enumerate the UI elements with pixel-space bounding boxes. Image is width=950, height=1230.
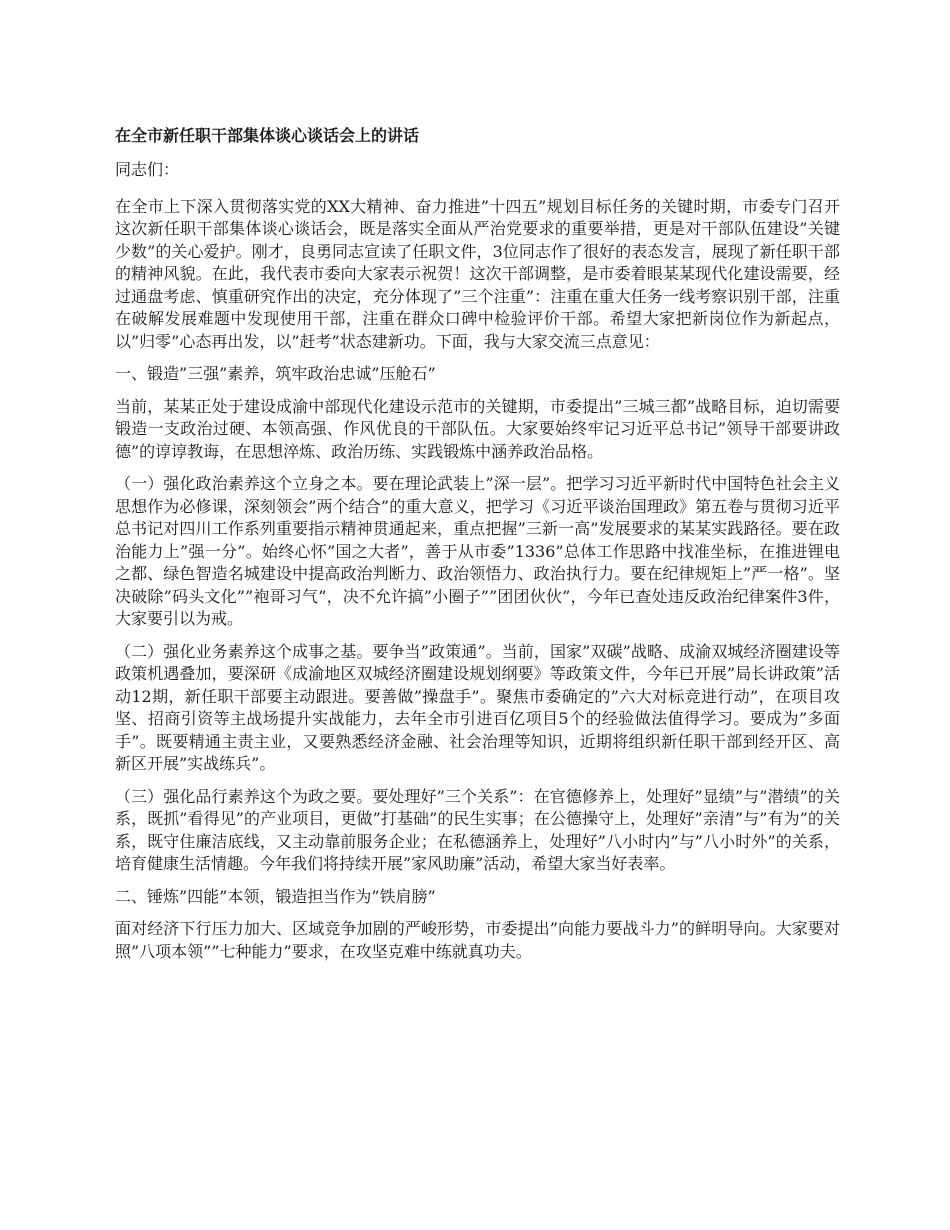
paragraph-intro: 在全市上下深入贯彻落实党的XX大精神、奋力推进”十四五”规划目标任务的关键时期，市委专门召开这次新任职干部集体谈心谈话会，既是落实全面从严治党要求的重要举措，更是对干部队伍建设”关键少数”的关心爱护。刚才，良勇同志宣读了任职文件，3位同志作了很好的表态发言，展现了新任职干部的精神风貌。在此，我代表市委向大家表示祝贺！这次干部调整，是市委着眼某某现代化建设需要，经过通盘考虑、慎重研究作出的决定，充分体现了”三个注重”：注重在重大任务一线考察识别干部，注重在破解发展难题中发现使用干部，注重在群众口碑中检验评价干部。希望大家把新岗位作为新起点，以”归零”心态再出发，以”赶考”状态建新功。下面，我与大家交流三点意见： [115, 196, 840, 351]
section-heading-2: 二、锤炼”四能”本领，锻造担当作为”铁肩膀” [115, 886, 436, 906]
salutation: 同志们： [115, 160, 180, 179]
paragraph-subsection-2: （二）强化业务素养这个成事之基。要争当”政策通”。当前，国家”双碳”战略、成渝双城经济圈建设等政策机遇叠加，要深研《成渝地区双城经济圈建设规划纲要》等政策文件，今年已开展”局长讲政策”活动12期，新任职干部要主动跟进。要善做”操盘手”。聚焦市委确定的”六大对标竞进行动”，在项目攻坚、招商引资等主战场提升实战能力，去年全市引进百亿项目5个的经验做法值得学习。要成为”多面手”。既要精通主责主业，又要熟悉经济金融、社会治理等知识，近期将组织新任职干部到经开区、高新区开展”实战练兵”。 [115, 641, 840, 773]
section-heading-1: 一、锻造”三强”素养，筑牢政治忠诚”压舱石” [115, 364, 436, 383]
paragraph-subsection-1: （一）强化政治素养这个立身之本。要在理论武装上”深一层”。把学习习近平新时代中国特色社会主义思想作为必修课，深刻领会”两个结合”的重大意义，把学习《习近平谈治国理政》第五卷与贯彻习近平总书记对四川工作系列重要指示精神贯通起来，重点把握”三新一高”发展要求的某某实践路径。要在政治能力上”强一分”。始终心怀”国之大者”，善于从市委”1336”总体工作思路中找准坐标，在推进锂电之都、绿色智造名城建设中提高政治判断力、政治领悟力、政治执行力。要在纪律规矩上”严一格”。坚决破除”码头文化””袍哥习气”，决不允许搞”小圈子””团团伙伙”，今年已查处违反政治纪律案件3件，大家要引以为戒。 [115, 474, 840, 628]
paragraph-subsection-3: （三）强化品行素养这个为政之要。要处理好”三个关系”：在官德修养上，处理好”显绩”与”潜绩”的关系，既抓”看得见”的产业项目，更做”打基础”的民生实事；在公德操守上，处理好”亲清”与”有为”的关系，既守住廉洁底线，又主动靠前服务企业；在私德涵养上，处理好”八小时内”与”八小时外”的关系，培育健康生活情趣。今年我们将持续开展”家风助廉”活动，希望大家当好表率。 [115, 786, 840, 873]
document-page [115, 125, 840, 973]
document-title: 在全市新任职干部集体谈心谈话会上的讲话 [115, 126, 420, 145]
paragraph-section-2-intro: 面对经济下行压力加大、区域竞争加剧的严峻形势，市委提出”向能力要战斗力”的鲜明导向。大家要对照”八项本领””七种能力”要求，在攻坚克难中练就真功夫。 [115, 919, 840, 961]
paragraph-section-1-intro: 当前，某某正处于建设成渝中部现代化建设示范市的关键期，市委提出”三城三都”战略目标，迫切需要锻造一支政治过硬、本领高强、作风优良的干部队伍。大家要始终牢记习近平总书记”领导干部要讲政德”的谆谆教诲，在思想淬炼、政治历练、实践锻炼中涵养政治品格。 [115, 396, 840, 461]
